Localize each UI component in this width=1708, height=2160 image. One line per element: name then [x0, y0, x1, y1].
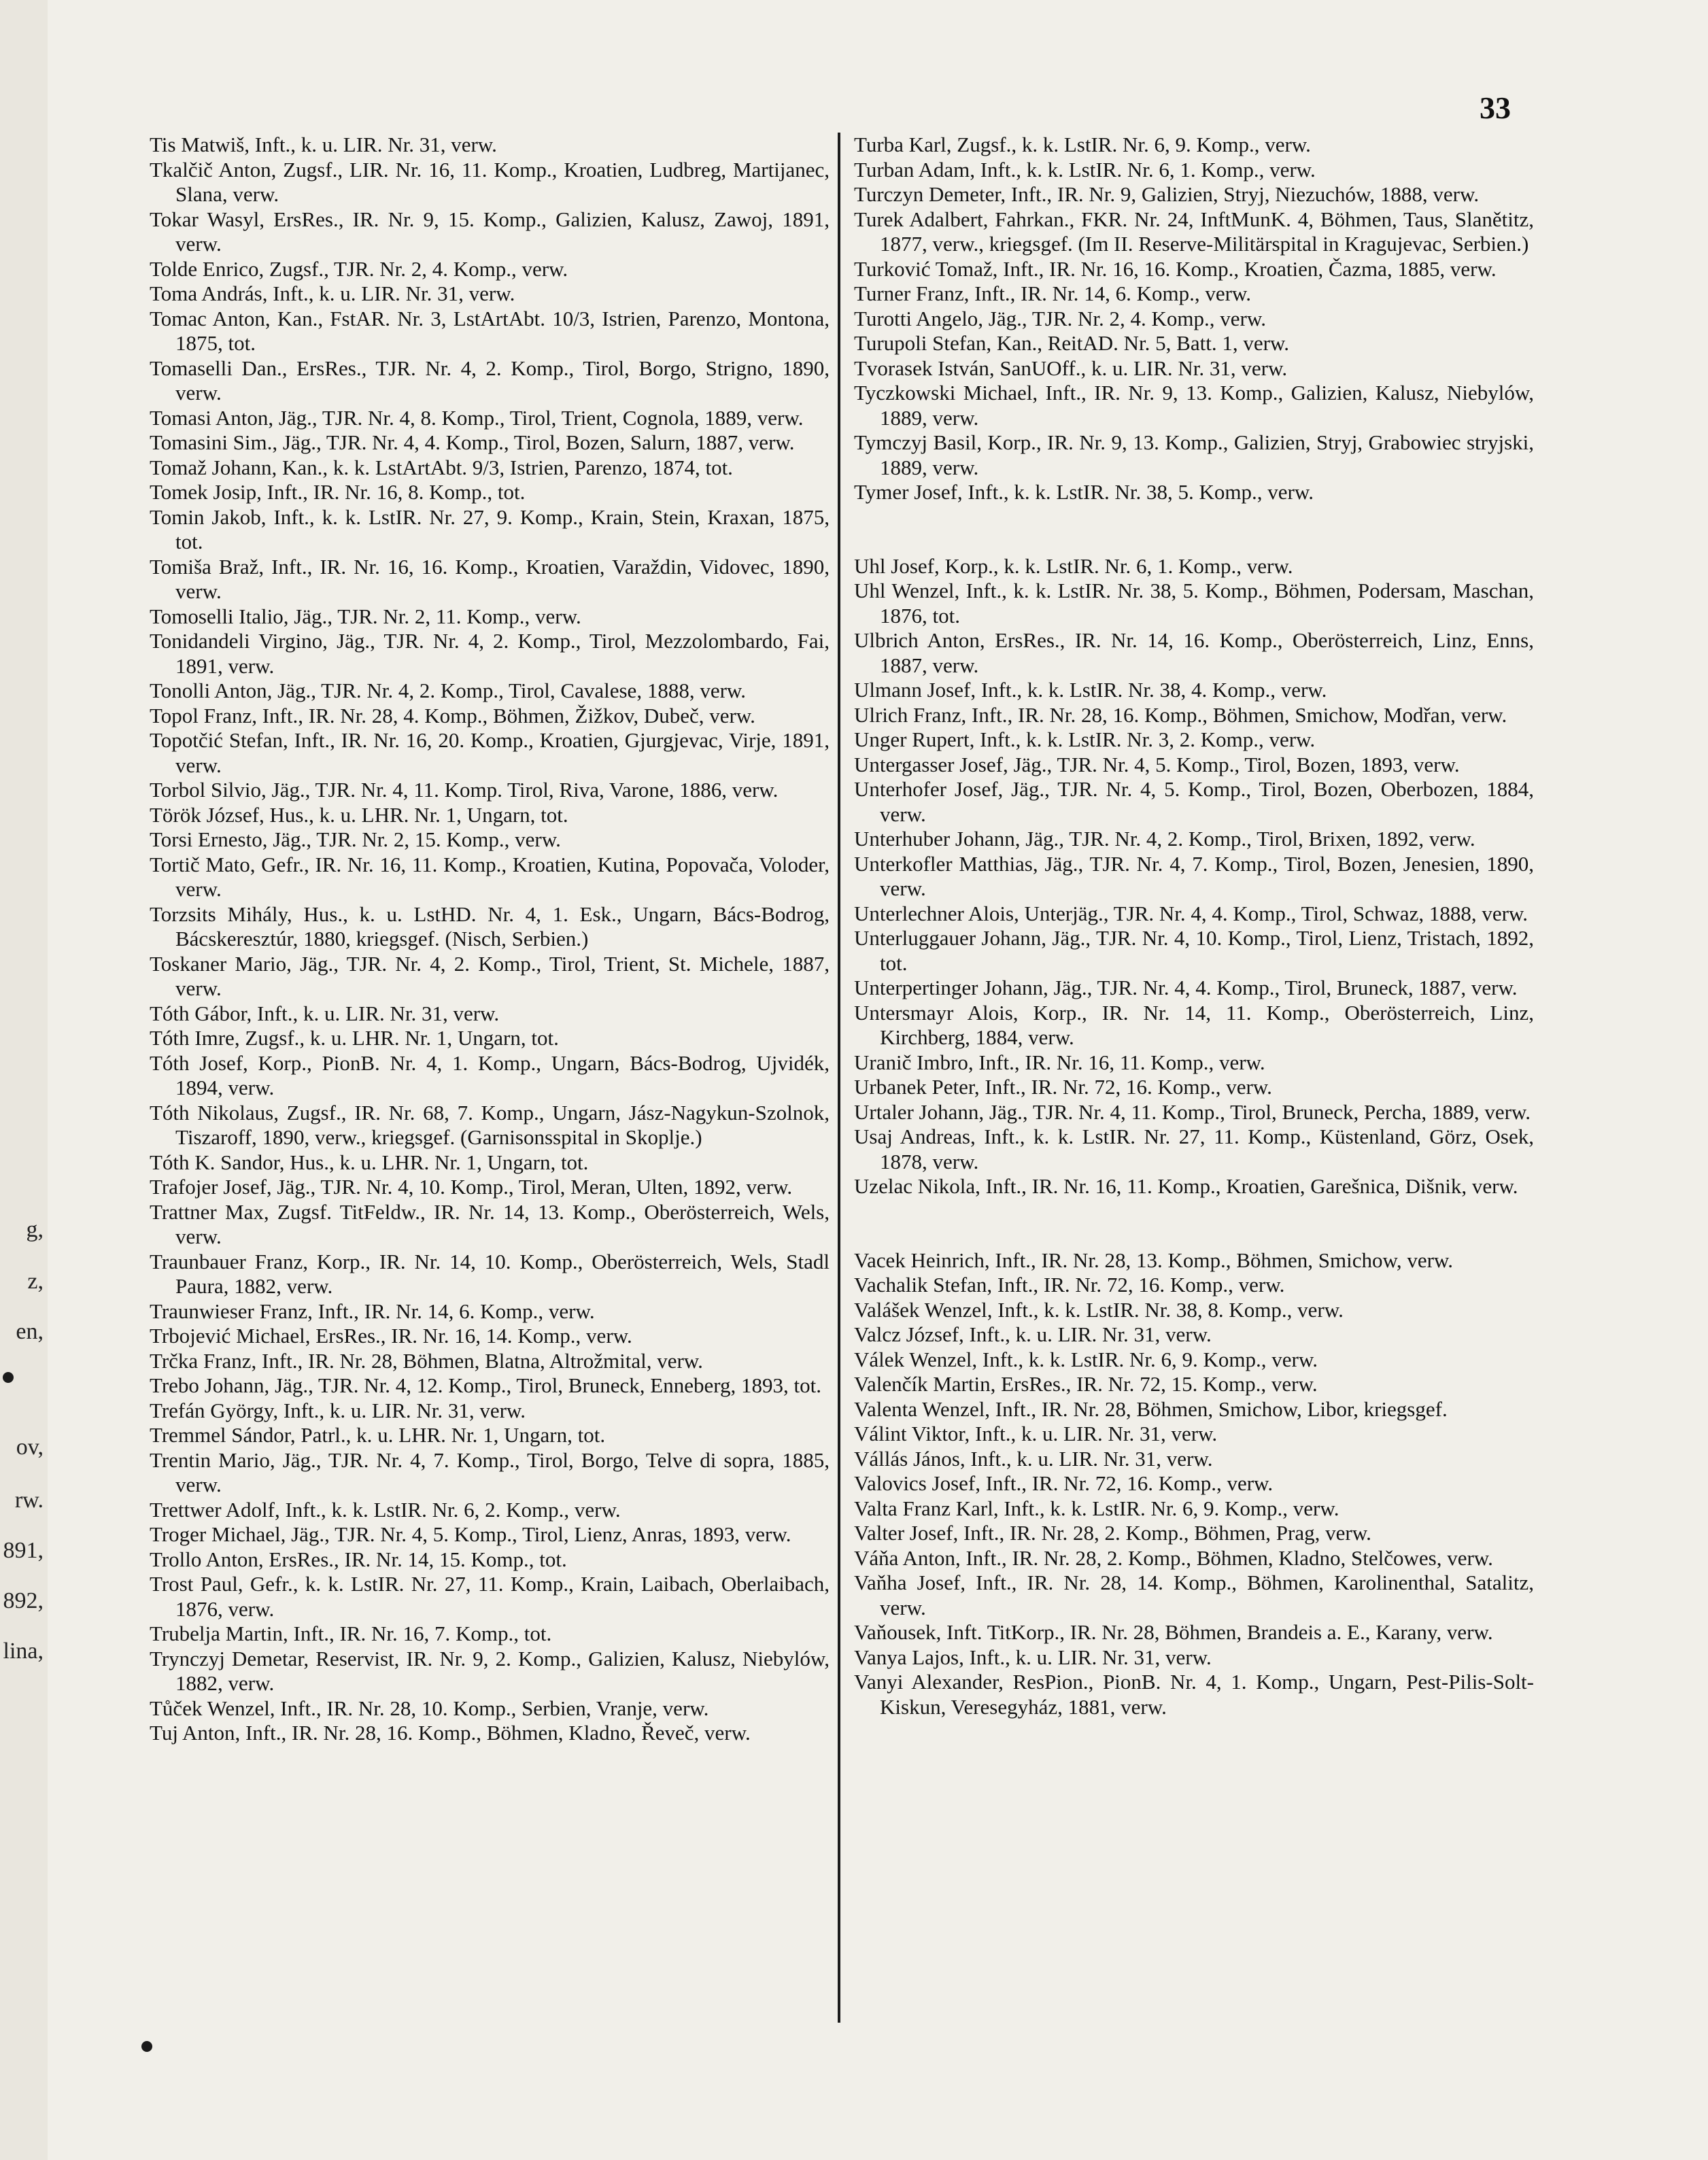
list-item: Turupoli Stefan, Kan., ReitAD. Nr. 5, Batt. 1, verw. [854, 331, 1290, 355]
list-item: Valcz József, Inft., k. u. LIR. Nr. 31, verw. [854, 1322, 1212, 1346]
list-item: Unterkofler Matthias, Jäg., TJR. Nr. 4, 7. Komp., Tirol, Bozen, Jenesien, 1890, verw. [854, 851, 1534, 900]
list-item: Trettwer Adolf, Inft., k. k. LstIR. Nr. 6, 2. Komp., verw. [150, 1497, 621, 1522]
list-item: Tůček Wenzel, Inft., IR. Nr. 28, 10. Komp., Serbien, Vranje, verw. [150, 1696, 709, 1720]
list-item: Tvorasek István, SanUOff., k. u. LIR. Nr. 31, verw. [854, 356, 1288, 380]
list-item: Toskaner Mario, Jäg., TJR. Nr. 4, 2. Komp., Tirol, Trient, St. Michele, 1887, verw. [150, 951, 830, 1000]
list-item: Trynczyj Demetar, Reservist, IR. Nr. 9, 2. Komp., Galizien, Kalusz, Niebylów, 1882, verw. [150, 1646, 830, 1695]
list-item: Tuj Anton, Inft., IR. Nr. 28, 16. Komp., Böhmen, Kladno, Řeveč, verw. [150, 1721, 751, 1745]
list-item: Trafojer Josef, Jäg., TJR. Nr. 4, 10. Komp., Tirol, Meran, Ulten, 1892, verw. [150, 1175, 793, 1199]
list-item: Topotčić Stefan, Inft., IR. Nr. 16, 20. Komp., Kroatien, Gjurgjevac, Virje, 1891, verw. [150, 728, 830, 777]
margin-fragment: 891, [3, 1538, 44, 1563]
list-item: Vanya Lajos, Inft., k. u. LIR. Nr. 31, verw. [854, 1645, 1212, 1669]
list-item: Tis Matwiš, Inft., k. u. LIR. Nr. 31, verw. [150, 133, 497, 156]
list-item: Vanyi Alexander, ResPion., PionB. Nr. 4, 1. Komp., Ungarn, Pest-Pilis-Solt-Kiskun, Veresegyház, 1881, verw. [854, 1670, 1534, 1719]
list-item: Tortič Mato, Gefr., IR. Nr. 16, 11. Komp., Kroatien, Kutina, Popovača, Voloder, verw. [150, 852, 830, 901]
right-column [854, 133, 1534, 1719]
list-item: Turba Karl, Zugsf., k. k. LstIR. Nr. 6, 9. Komp., verw. [854, 133, 1311, 156]
section-v [854, 1248, 1534, 1720]
list-item: Tkalčič Anton, Zugsf., LIR. Nr. 16, 11. Komp., Kroatien, Ludbreg, Martijanec, Slana, verw. [150, 157, 830, 206]
previous-page-edge [0, 0, 52, 2160]
list-item: Topol Franz, Inft., IR. Nr. 28, 4. Komp., Böhmen, Žižkov, Dubeč, verw. [150, 703, 755, 727]
list-item: Valášek Wenzel, Inft., k. k. LstIR. Nr. 38, 8. Komp., verw. [854, 1297, 1344, 1322]
list-item: Turban Adam, Inft., k. k. LstIR. Nr. 6, 1. Komp., verw. [854, 157, 1316, 182]
list-item: Trollo Anton, ErsRes., IR. Nr. 14, 15. Komp., tot. [150, 1547, 567, 1571]
margin-fragment: en, [16, 1319, 44, 1344]
list-item: Tolde Enrico, Zugsf., TJR. Nr. 2, 4. Komp., verw. [150, 256, 568, 281]
list-item: Trost Paul, Gefr., k. k. LstIR. Nr. 27, 11. Komp., Krain, Laibach, Oberlaibach, 1876, verw. [150, 1572, 830, 1621]
list-item: Traunbauer Franz, Korp., IR. Nr. 14, 10. Komp., Oberösterreich, Wels, Stadl Paura, 1882, verw. [150, 1249, 830, 1298]
list-item: Tóth Nikolaus, Zugsf., IR. Nr. 68, 7. Komp., Ungarn, Jász-Nagykun-Szolnok, Tiszaroff, 1890, verw., kriegsgef. (Garnisonsspital in Skoplje.) [150, 1100, 830, 1149]
list-item: Turner Franz, Inft., IR. Nr. 14, 6. Komp., verw. [854, 281, 1252, 305]
list-item: Tóth Imre, Zugsf., k. u. LHR. Nr. 1, Ungarn, tot. [150, 1026, 559, 1050]
list-item: Uhl Wenzel, Inft., k. k. LstIR. Nr. 38, 5. Komp., Böhmen, Podersam, Maschan, 1876, tot. [854, 579, 1534, 628]
list-item: Vállás János, Inft., k. u. LIR. Nr. 31, verw. [854, 1446, 1213, 1471]
list-item: Ulbrich Anton, ErsRes., IR. Nr. 14, 16. Komp., Oberösterreich, Linz, Enns, 1887, verw. [854, 628, 1534, 677]
section-gap [854, 1199, 1534, 1248]
list-item: Trebo Johann, Jäg., TJR. Nr. 4, 12. Komp., Tirol, Bruneck, Enneberg, 1893, tot. [150, 1373, 821, 1397]
list-item: Tomin Jakob, Inft., k. k. LstIR. Nr. 27, 9. Komp., Krain, Stein, Kraxan, 1875, tot. [150, 504, 830, 553]
list-item: Tomaselli Dan., ErsRes., TJR. Nr. 4, 2. Komp., Tirol, Borgo, Strigno, 1890, verw. [150, 356, 830, 405]
list-item: Válint Viktor, Inft., k. u. LIR. Nr. 31, verw. [854, 1422, 1218, 1445]
list-item: Toma András, Inft., k. u. LIR. Nr. 31, verw. [150, 281, 515, 305]
list-item: Turczyn Demeter, Inft., IR. Nr. 9, Galizien, Stryj, Niezuchów, 1888, verw. [854, 182, 1480, 206]
list-item: Tymer Josef, Inft., k. k. LstIR. Nr. 38, 5. Komp., verw. [854, 480, 1314, 504]
list-item: Tóth Gábor, Inft., k. u. LIR. Nr. 31, verw. [150, 1001, 500, 1025]
list-item: Trčka Franz, Inft., IR. Nr. 28, Böhmen, Blatna, Altrožmital, verw. [150, 1348, 703, 1373]
margin-fragment: z, [27, 1269, 44, 1294]
list-item: Tonolli Anton, Jäg., TJR. Nr. 4, 2. Komp., Tirol, Cavalese, 1888, verw. [150, 679, 747, 702]
margin-fragment: g, [26, 1217, 44, 1242]
list-item: Turotti Angelo, Jäg., TJR. Nr. 2, 4. Komp., verw. [854, 306, 1266, 330]
list-item: Tóth K. Sandor, Hus., k. u. LHR. Nr. 1, Ungarn, tot. [150, 1150, 589, 1174]
list-item: Váňa Anton, Inft., IR. Nr. 28, 2. Komp., Böhmen, Kladno, Stelčowes, verw. [854, 1545, 1493, 1570]
list-item: Unterhuber Johann, Jäg., TJR. Nr. 4, 2. Komp., Tirol, Brixen, 1892, verw. [854, 827, 1475, 851]
list-item: Tremmel Sándor, Patrl., k. u. LHR. Nr. 1, Ungarn, tot. [150, 1423, 606, 1447]
list-item: Tokar Wasyl, ErsRes., IR. Nr. 9, 15. Komp., Galizien, Kalusz, Zawoj, 1891, verw. [150, 207, 830, 256]
list-item: Trefán György, Inft., k. u. LIR. Nr. 31, verw. [150, 1398, 526, 1422]
list-item: Torbol Silvio, Jäg., TJR. Nr. 4, 11. Komp. Tirol, Riva, Varone, 1886, verw. [150, 778, 779, 802]
list-item: Tymczyj Basil, Korp., IR. Nr. 9, 13. Komp., Galizien, Stryj, Grabowiec stryjski, 1889, verw. [854, 430, 1534, 479]
list-item: Traunwieser Franz, Inft., IR. Nr. 14, 6. Komp., verw. [150, 1299, 595, 1323]
list-item: Válek Wenzel, Inft., k. k. LstIR. Nr. 6, 9. Komp., verw. [854, 1347, 1318, 1371]
list-item: Tomasini Sim., Jäg., TJR. Nr. 4, 4. Komp., Tirol, Bozen, Salurn, 1887, verw. [150, 430, 795, 454]
list-item: Tomac Anton, Kan., FstAR. Nr. 3, LstArtAbt. 10/3, Istrien, Parenzo, Montona, 1875, tot. [150, 306, 830, 355]
list-item: Tomiša Braž, Inft., IR. Nr. 16, 16. Komp., Kroatien, Varaždin, Vidovec, 1890, verw. [150, 554, 830, 603]
section-t [854, 133, 1534, 505]
column-divider [838, 133, 840, 2023]
list-item: Torzsits Mihály, Hus., k. u. LstHD. Nr. 4, 1. Esk., Ungarn, Bács-Bodrog, Bácskeresztúr, 1880, kriegsgef. (Nisch, Serbien.) [150, 902, 830, 950]
list-item: Török József, Hus., k. u. LHR. Nr. 1, Ungarn, tot. [150, 802, 568, 827]
list-item: Ulmann Josef, Inft., k. k. LstIR. Nr. 38, 4. Komp., verw. [854, 678, 1327, 702]
list-item: Trentin Mario, Jäg., TJR. Nr. 4, 7. Komp., Tirol, Borgo, Telve di sopra, 1885, verw. [150, 1447, 830, 1496]
margin-fragment: rw. [14, 1488, 44, 1513]
list-item: Tomaž Johann, Kan., k. k. LstArtAbt. 9/3, Istrien, Parenzo, 1874, tot. [150, 455, 733, 479]
list-item: Valter Josef, Inft., IR. Nr. 28, 2. Komp., Böhmen, Prag, verw. [854, 1521, 1371, 1545]
margin-fragment: ov, [16, 1435, 44, 1460]
binding-hole-dot [141, 2041, 152, 2052]
list-item: Vacek Heinrich, Inft., IR. Nr. 28, 13. Komp., Böhmen, Smichow, verw. [854, 1248, 1454, 1272]
list-item: Untergasser Josef, Jäg., TJR. Nr. 4, 5. Komp., Tirol, Bozen, 1893, verw. [854, 752, 1460, 776]
list-item: Unger Rupert, Inft., k. k. LstIR. Nr. 3, 2. Komp., verw. [854, 727, 1316, 751]
binding-hole-dot [3, 1372, 14, 1383]
margin-fragment: lina, [3, 1639, 44, 1664]
list-item: Tomasi Anton, Jäg., TJR. Nr. 4, 8. Komp., Tirol, Trient, Cognola, 1889, verw. [150, 405, 804, 430]
list-item: Uhl Josef, Korp., k. k. LstIR. Nr. 6, 1. Komp., verw. [854, 553, 1293, 578]
list-item: Trubelja Martin, Inft., IR. Nr. 16, 7. Komp., tot. [150, 1622, 552, 1645]
list-item: Vachalik Stefan, Inft., IR. Nr. 72, 16. Komp., verw. [854, 1273, 1285, 1297]
left-column [150, 133, 830, 1746]
section-gap [854, 505, 1534, 554]
list-item: Turek Adalbert, Fahrkan., FKR. Nr. 24, InftMunK. 4, Böhmen, Taus, Slanětitz, 1877, verw., kriegsgef. (Im II. Reserve-Militärspital in Kragujevac, Serbien.) [854, 207, 1534, 256]
list-item: Usaj Andreas, Inft., k. k. LstIR. Nr. 27, 11. Komp., Küstenland, Görz, Osek, 1878, verw. [854, 1125, 1534, 1173]
list-item: Ulrich Franz, Inft., IR. Nr. 28, 16. Komp., Böhmen, Smichow, Modřan, verw. [854, 702, 1507, 727]
list-item: Tonidandeli Virgino, Jäg., TJR. Nr. 4, 2. Komp., Tirol, Mezzolombardo, Fai, 1891, verw. [150, 629, 830, 678]
list-item: Unterpertinger Johann, Jäg., TJR. Nr. 4, 4. Komp., Tirol, Bruneck, 1887, verw. [854, 976, 1518, 999]
list-item: Valovics Josef, Inft., IR. Nr. 72, 16. Komp., verw. [854, 1471, 1274, 1495]
list-item: Tyczkowski Michael, Inft., IR. Nr. 9, 13. Komp., Galizien, Kalusz, Niebylów, 1889, verw. [854, 381, 1534, 430]
list-item: Unterluggauer Johann, Jäg., TJR. Nr. 4, 10. Komp., Tirol, Lienz, Tristach, 1892, tot. [854, 926, 1534, 975]
list-item: Untersmayr Alois, Korp., IR. Nr. 14, 11. Komp., Oberösterreich, Linz, Kirchberg, 1884, verw. [854, 1000, 1534, 1049]
section-u [854, 554, 1534, 1199]
list-item: Vaňousek, Inft. TitKorp., IR. Nr. 28, Böhmen, Brandeis a. E., Karany, verw. [854, 1620, 1493, 1644]
list-item: Uranič Imbro, Inft., IR. Nr. 16, 11. Komp., verw. [854, 1050, 1265, 1074]
list-item: Urbanek Peter, Inft., IR. Nr. 72, 16. Komp., verw. [854, 1075, 1272, 1099]
list-item: Valenta Wenzel, Inft., IR. Nr. 28, Böhmen, Smichow, Libor, kriegsgef. [854, 1396, 1448, 1421]
list-item: Trattner Max, Zugsf. TitFeldw., IR. Nr. 14, 13. Komp., Oberösterreich, Wels, verw. [150, 1199, 830, 1248]
list-item: Unterlechner Alois, Unterjäg., TJR. Nr. 4, 4. Komp., Tirol, Schwaz, 1888, verw. [854, 901, 1528, 925]
margin-fragment: 892, [3, 1588, 44, 1613]
list-item: Turković Tomaž, Inft., IR. Nr. 16, 16. Komp., Kroatien, Čazma, 1885, verw. [854, 256, 1497, 281]
list-item: Tomoselli Italio, Jäg., TJR. Nr. 2, 11. Komp., verw. [150, 604, 581, 628]
list-item: Tomek Josip, Inft., IR. Nr. 16, 8. Komp., tot. [150, 480, 526, 504]
list-item: Uzelac Nikola, Inft., IR. Nr. 16, 11. Komp., Kroatien, Garešnica, Dišnik, verw. [854, 1174, 1518, 1198]
list-item: Urtaler Johann, Jäg., TJR. Nr. 4, 11. Komp., Tirol, Bruneck, Percha, 1889, verw. [854, 1099, 1531, 1124]
list-item: Valenčík Martin, ErsRes., IR. Nr. 72, 15. Komp., verw. [854, 1372, 1318, 1396]
page-number: 33 [1480, 90, 1511, 125]
list-item: Unterhofer Josef, Jäg., TJR. Nr. 4, 5. Komp., Tirol, Bozen, Oberbozen, 1884, verw. [854, 777, 1534, 826]
list-item: Tóth Josef, Korp., PionB. Nr. 4, 1. Komp., Ungarn, Bács-Bodrog, Ujvidék, 1894, verw. [150, 1050, 830, 1099]
list-item: Valta Franz Karl, Inft., k. k. LstIR. Nr. 6, 9. Komp., verw. [854, 1496, 1339, 1520]
list-item: Vaňha Josef, Inft., IR. Nr. 28, 14. Komp., Böhmen, Karolinenthal, Satalitz, verw. [854, 1571, 1534, 1619]
list-item: Troger Michael, Jäg., TJR. Nr. 4, 5. Komp., Tirol, Lienz, Anras, 1893, verw. [150, 1522, 791, 1546]
list-item: Torsi Ernesto, Jäg., TJR. Nr. 2, 15. Komp., verw. [150, 827, 561, 851]
list-item: Trbojević Michael, ErsRes., IR. Nr. 16, 14. Komp., verw. [150, 1324, 632, 1348]
